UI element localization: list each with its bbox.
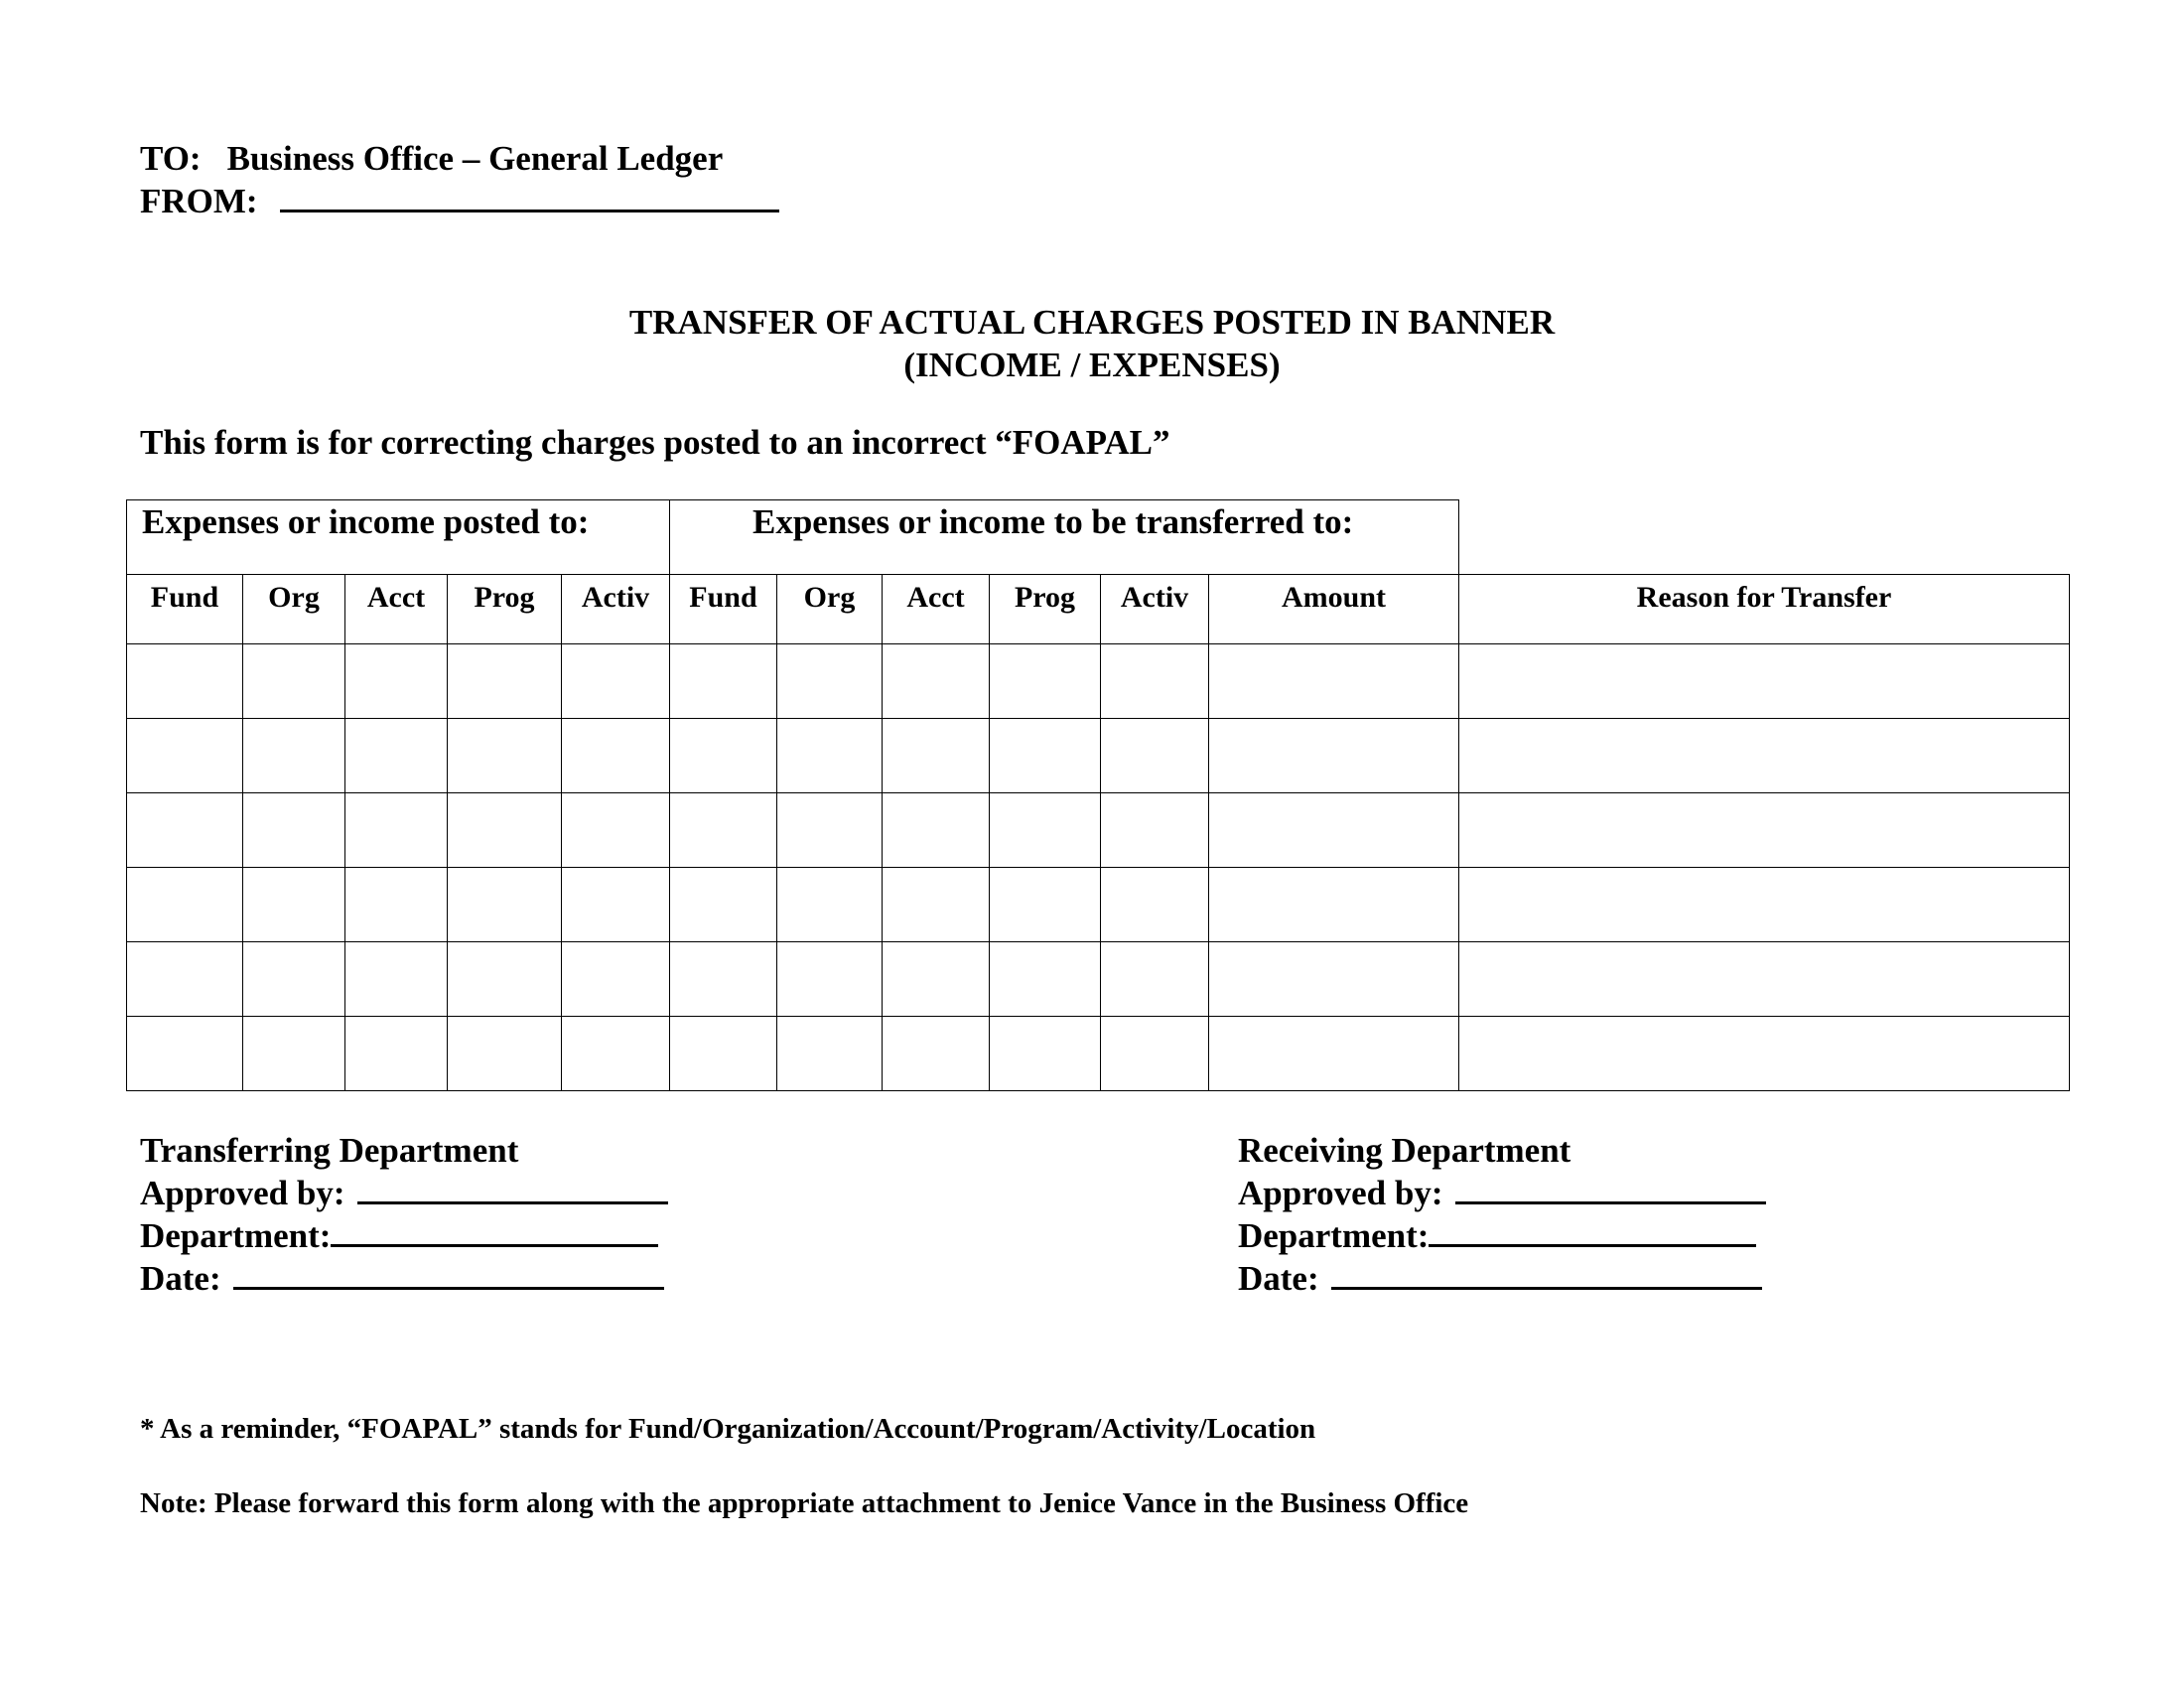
col-header bbox=[345, 575, 448, 644]
table-cell[interactable] bbox=[1209, 793, 1459, 868]
col-header-org-posted: Org bbox=[268, 581, 320, 614]
table-cell[interactable] bbox=[777, 644, 883, 719]
transferring-heading: Transferring Department bbox=[140, 1131, 519, 1170]
table-cell[interactable] bbox=[448, 1017, 562, 1091]
table-cell[interactable] bbox=[670, 942, 777, 1017]
table-cell[interactable] bbox=[243, 1017, 345, 1091]
table-cell[interactable] bbox=[1459, 868, 2070, 942]
table-cell[interactable] bbox=[1459, 719, 2070, 793]
col-header-acct-transfer: Acct bbox=[906, 581, 965, 614]
transferring-date-field[interactable] bbox=[233, 1257, 664, 1290]
group-transfer-cell bbox=[670, 500, 1459, 575]
table-cell[interactable] bbox=[243, 942, 345, 1017]
table-cell[interactable] bbox=[883, 868, 990, 942]
receiving-department-line bbox=[1238, 1214, 1766, 1257]
receiving-department-block bbox=[1238, 1130, 1766, 1300]
intro-text: This form is for correcting charges posted to an incorrect “FOAPAL” bbox=[140, 423, 1170, 462]
form-title bbox=[0, 301, 2184, 386]
column-header-row bbox=[127, 575, 2070, 644]
form-title-line2: (INCOME / EXPENSES) bbox=[903, 346, 1281, 384]
table-cell[interactable] bbox=[345, 868, 448, 942]
table-cell[interactable] bbox=[777, 942, 883, 1017]
table-cell[interactable] bbox=[883, 942, 990, 1017]
table-cell[interactable] bbox=[345, 942, 448, 1017]
table-cell[interactable] bbox=[448, 793, 562, 868]
receiving-date-field[interactable] bbox=[1331, 1257, 1762, 1290]
forwarding-note: Note: Please forward this form along with the appropriate attachment to Jenice Vance in the Business Office bbox=[140, 1487, 1469, 1519]
table-row bbox=[127, 644, 2070, 719]
form-title-line1: TRANSFER OF ACTUAL CHARGES POSTED IN BANNER bbox=[628, 303, 1556, 342]
from-line bbox=[140, 180, 779, 222]
table-cell[interactable] bbox=[345, 1017, 448, 1091]
table-cell[interactable] bbox=[562, 793, 670, 868]
table-cell[interactable] bbox=[990, 793, 1101, 868]
table-cell[interactable] bbox=[1209, 644, 1459, 719]
transferring-department-block bbox=[140, 1130, 668, 1300]
transferring-date-line bbox=[140, 1257, 668, 1300]
table-cell[interactable] bbox=[883, 719, 990, 793]
group-empty-cell bbox=[1459, 500, 2070, 575]
receiving-approved-field[interactable] bbox=[1455, 1172, 1766, 1204]
table-cell[interactable] bbox=[1101, 793, 1209, 868]
col-header bbox=[448, 575, 562, 644]
receiving-department-label: Department: bbox=[1238, 1216, 1430, 1255]
col-header bbox=[243, 575, 345, 644]
col-header-activ-posted: Activ bbox=[581, 581, 650, 614]
table-cell[interactable] bbox=[562, 1017, 670, 1091]
table-cell[interactable] bbox=[448, 644, 562, 719]
table-cell[interactable] bbox=[883, 1017, 990, 1091]
table-cell[interactable] bbox=[345, 719, 448, 793]
table-cell[interactable] bbox=[1209, 719, 1459, 793]
receiving-approved-label: Approved by: bbox=[1238, 1174, 1443, 1212]
col-header-prog-transfer: Prog bbox=[1014, 581, 1076, 614]
receiving-department-field[interactable] bbox=[1429, 1214, 1756, 1247]
transferring-date-label: Date: bbox=[140, 1259, 221, 1298]
table-cell[interactable] bbox=[1209, 942, 1459, 1017]
col-header bbox=[127, 575, 243, 644]
transfer-table bbox=[126, 499, 2070, 1091]
col-header bbox=[1101, 575, 1209, 644]
to-label: TO: bbox=[140, 139, 202, 178]
table-cell[interactable] bbox=[1101, 644, 1209, 719]
table-cell[interactable] bbox=[1209, 1017, 1459, 1091]
table-cell[interactable] bbox=[127, 942, 243, 1017]
group-header-row bbox=[127, 500, 2070, 575]
table-cell[interactable] bbox=[1209, 868, 1459, 942]
table-cell[interactable] bbox=[1101, 942, 1209, 1017]
col-header-activ-transfer: Activ bbox=[1120, 581, 1189, 614]
table-cell[interactable] bbox=[777, 1017, 883, 1091]
transferring-approved-line bbox=[140, 1172, 668, 1214]
table-cell[interactable] bbox=[127, 644, 243, 719]
table-cell[interactable] bbox=[883, 644, 990, 719]
table-cell[interactable] bbox=[1459, 644, 2070, 719]
table-body bbox=[127, 644, 2070, 1091]
col-header bbox=[1209, 575, 1459, 644]
transferring-approved-label: Approved by: bbox=[140, 1174, 345, 1212]
col-header bbox=[1459, 575, 2070, 644]
from-label: FROM: bbox=[140, 182, 258, 220]
to-value: Business Office – General Ledger bbox=[226, 139, 724, 178]
transferring-approved-field[interactable] bbox=[357, 1172, 668, 1204]
col-header-amount: Amount bbox=[1281, 581, 1386, 614]
receiving-date-line bbox=[1238, 1257, 1766, 1300]
receiving-approved-line bbox=[1238, 1172, 1766, 1214]
col-header-reason: Reason for Transfer bbox=[1636, 581, 1892, 614]
table-cell[interactable] bbox=[127, 868, 243, 942]
col-header bbox=[562, 575, 670, 644]
col-header-prog-posted: Prog bbox=[474, 581, 535, 614]
transferring-department-field[interactable] bbox=[331, 1214, 658, 1247]
table-cell[interactable] bbox=[562, 719, 670, 793]
foapal-footnote: * As a reminder, “FOAPAL” stands for Fund/Organization/Account/Program/Activity/Location bbox=[140, 1413, 1316, 1445]
table-cell[interactable] bbox=[448, 868, 562, 942]
table-cell[interactable] bbox=[990, 1017, 1101, 1091]
col-header-org-transfer: Org bbox=[803, 581, 856, 614]
table-cell[interactable] bbox=[777, 793, 883, 868]
table-cell[interactable] bbox=[1101, 1017, 1209, 1091]
table-cell[interactable] bbox=[448, 719, 562, 793]
table-cell[interactable] bbox=[670, 793, 777, 868]
table-row bbox=[127, 793, 2070, 868]
table-cell[interactable] bbox=[243, 868, 345, 942]
col-header bbox=[777, 575, 883, 644]
table-cell[interactable] bbox=[777, 868, 883, 942]
table-cell[interactable] bbox=[562, 868, 670, 942]
table-cell[interactable] bbox=[345, 793, 448, 868]
table-cell[interactable] bbox=[1459, 1017, 2070, 1091]
table-cell[interactable] bbox=[670, 1017, 777, 1091]
table-row bbox=[127, 942, 2070, 1017]
table-cell[interactable] bbox=[990, 644, 1101, 719]
table-cell[interactable] bbox=[127, 719, 243, 793]
table-cell[interactable] bbox=[1459, 942, 2070, 1017]
table-cell[interactable] bbox=[1459, 793, 2070, 868]
to-line bbox=[140, 138, 723, 180]
table-cell[interactable] bbox=[1101, 868, 1209, 942]
col-header-acct-posted: Acct bbox=[366, 581, 426, 614]
table-cell[interactable] bbox=[127, 793, 243, 868]
table-cell[interactable] bbox=[990, 719, 1101, 793]
table-row bbox=[127, 1017, 2070, 1091]
col-header bbox=[670, 575, 777, 644]
col-header bbox=[990, 575, 1101, 644]
table-cell[interactable] bbox=[990, 942, 1101, 1017]
table-cell[interactable] bbox=[127, 1017, 243, 1091]
table-cell[interactable] bbox=[448, 942, 562, 1017]
from-field[interactable] bbox=[280, 180, 779, 212]
table-cell[interactable] bbox=[243, 644, 345, 719]
table-cell[interactable] bbox=[670, 868, 777, 942]
col-header bbox=[883, 575, 990, 644]
transferring-department-label: Department: bbox=[140, 1216, 332, 1255]
table-cell[interactable] bbox=[777, 719, 883, 793]
table-cell[interactable] bbox=[345, 644, 448, 719]
table-cell[interactable] bbox=[562, 644, 670, 719]
table-row bbox=[127, 719, 2070, 793]
group-posted-label: Expenses or income posted to: bbox=[142, 502, 590, 541]
table-cell[interactable] bbox=[243, 719, 345, 793]
receiving-heading: Receiving Department bbox=[1238, 1131, 1571, 1170]
transferring-department-line bbox=[140, 1214, 668, 1257]
table-cell[interactable] bbox=[990, 868, 1101, 942]
table-row bbox=[127, 868, 2070, 942]
table-cell[interactable] bbox=[883, 793, 990, 868]
receiving-date-label: Date: bbox=[1238, 1259, 1319, 1298]
table-cell[interactable] bbox=[243, 793, 345, 868]
col-header-fund-posted: Fund bbox=[150, 581, 219, 614]
table-cell[interactable] bbox=[670, 644, 777, 719]
group-posted-cell bbox=[127, 500, 670, 575]
table-cell[interactable] bbox=[670, 719, 777, 793]
col-header-fund-transfer: Fund bbox=[689, 581, 757, 614]
table-cell[interactable] bbox=[562, 942, 670, 1017]
group-transfer-label: Expenses or income to be transferred to: bbox=[752, 502, 1354, 541]
table-cell[interactable] bbox=[1101, 719, 1209, 793]
